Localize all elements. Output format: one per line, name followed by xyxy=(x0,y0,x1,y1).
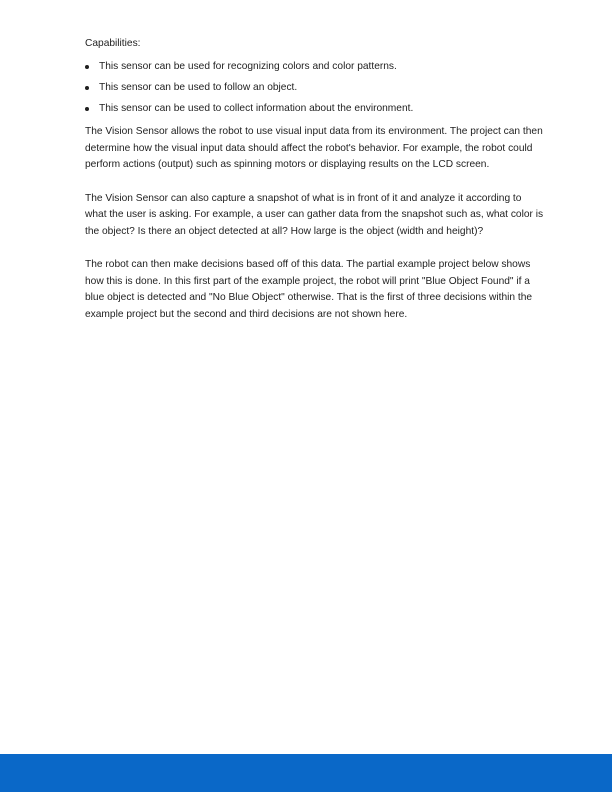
bullet-icon xyxy=(85,86,89,90)
footer-bar xyxy=(0,754,612,792)
capability-text: This sensor can be used to follow an object. xyxy=(99,81,298,93)
bullet-icon xyxy=(85,65,89,69)
paragraph-decisions: The robot can then make decisions based off of this data. The partial example project below shows how this is done. In this first part of the example project, the robot will print "Blue Object Found" if a blue object is detected and "No Blue Object" otherwise. That is the first of three decisions within the example project but the second and third decisions are not shown here. xyxy=(85,258,533,320)
capability-item xyxy=(85,80,545,97)
capabilities-list xyxy=(85,59,545,118)
document-body xyxy=(85,36,545,340)
paragraph-vision-sensor-input: The Vision Sensor allows the robot to use visual input data from its environment. The project can then determine how the visual input data should affect the robot's behavior. For example, the robot could perform actions (output) such as spinning motors or displaying results on the LCD screen. xyxy=(85,126,543,171)
paragraph-snapshot: The Vision Sensor can also capture a snapshot of what is in front of it and analyze it according to what the user is asking. For example, a user can gather data from the snapshot such as, what color is the object? Is there an object detected at all? How large is the object (width and height)? xyxy=(85,192,544,237)
bullet-icon xyxy=(85,107,89,111)
capabilities-heading: Capabilities: xyxy=(85,38,141,49)
capability-item xyxy=(85,101,545,118)
capability-item xyxy=(85,59,545,76)
capability-text: This sensor can be used for recognizing colors and color patterns. xyxy=(99,60,397,72)
capability-text: This sensor can be used to collect information about the environment. xyxy=(99,102,414,114)
